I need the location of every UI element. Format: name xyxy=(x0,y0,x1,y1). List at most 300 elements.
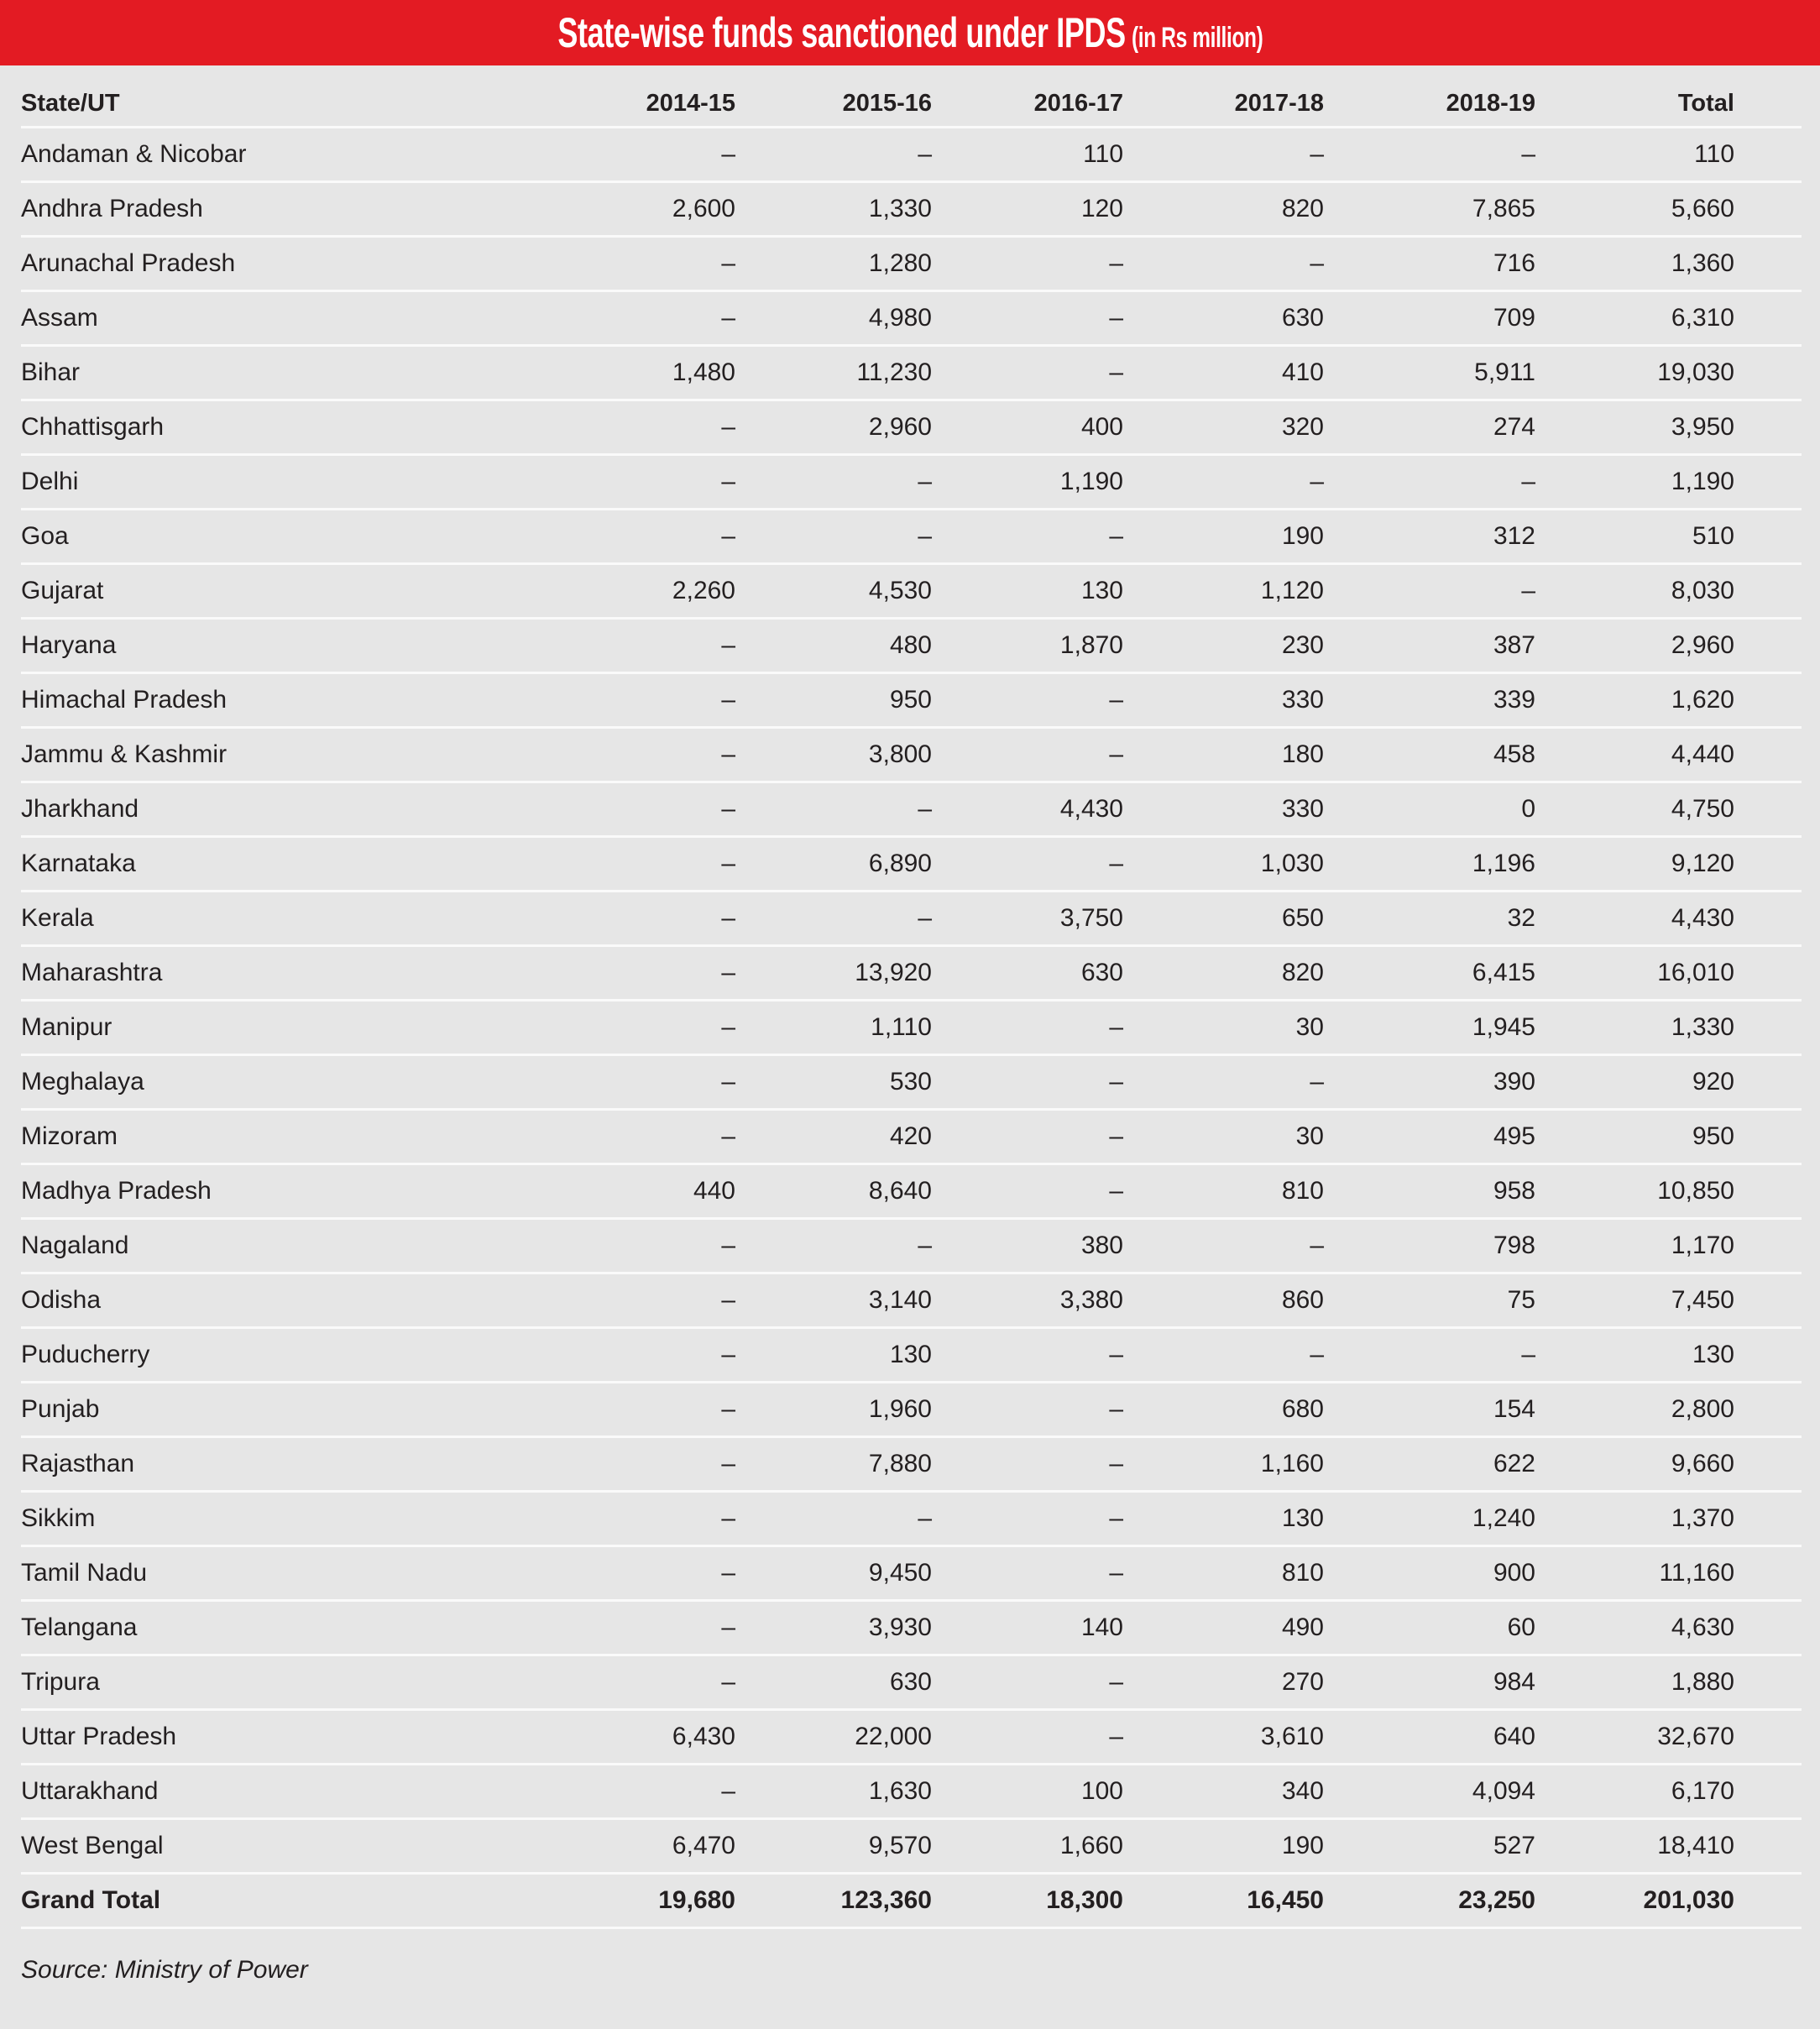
value-cell: 640 xyxy=(1324,1710,1535,1765)
value-cell: – xyxy=(1324,564,1535,619)
spacer xyxy=(1734,1001,1802,1055)
spacer xyxy=(1734,1710,1802,1765)
value-cell: 16,010 xyxy=(1535,946,1734,1001)
table-row xyxy=(21,1601,1802,1655)
value-cell: 622 xyxy=(1324,1437,1535,1492)
spacer xyxy=(1734,400,1802,455)
state-name-cell: Uttarakhand xyxy=(21,1765,588,1819)
state-name-cell: Uttar Pradesh xyxy=(21,1710,588,1765)
title-text: State-wise funds sanctioned under IPDS xyxy=(557,9,1126,56)
value-cell: 1,370 xyxy=(1535,1492,1734,1546)
state-name-cell: Punjab xyxy=(21,1383,588,1437)
value-cell: 9,570 xyxy=(735,1819,932,1874)
value-cell: 120 xyxy=(932,182,1123,237)
state-name-cell: Puducherry xyxy=(21,1328,588,1383)
value-cell: 6,310 xyxy=(1535,291,1734,346)
state-name-cell: Nagaland xyxy=(21,1219,588,1273)
value-cell: 4,630 xyxy=(1535,1601,1734,1655)
value-cell: 1,330 xyxy=(1535,1001,1734,1055)
table-row xyxy=(21,1437,1802,1492)
value-cell: – xyxy=(932,1710,1123,1765)
value-cell: 860 xyxy=(1123,1273,1324,1328)
value-cell: – xyxy=(588,237,735,291)
value-cell: – xyxy=(932,237,1123,291)
spacer xyxy=(1734,1601,1802,1655)
spacer xyxy=(1734,892,1802,946)
value-cell: 270 xyxy=(1123,1655,1324,1710)
value-cell: – xyxy=(588,400,735,455)
value-cell: – xyxy=(588,510,735,564)
value-cell: 7,450 xyxy=(1535,1273,1734,1328)
value-cell: 75 xyxy=(1324,1273,1535,1328)
value-cell: – xyxy=(735,510,932,564)
value-cell: – xyxy=(588,1110,735,1164)
spacer xyxy=(1734,1492,1802,1546)
value-cell: 3,930 xyxy=(735,1601,932,1655)
table-row xyxy=(21,1383,1802,1437)
table-row xyxy=(21,619,1802,673)
table-row xyxy=(21,892,1802,946)
value-cell: 1,360 xyxy=(1535,237,1734,291)
spacer xyxy=(1734,1273,1802,1328)
value-cell: 1,190 xyxy=(1535,455,1734,510)
value-cell: – xyxy=(588,1219,735,1273)
spacer xyxy=(1734,837,1802,892)
state-name-cell: Mizoram xyxy=(21,1110,588,1164)
page-title xyxy=(557,8,1263,57)
value-cell: – xyxy=(932,1655,1123,1710)
value-cell: – xyxy=(588,291,735,346)
value-cell: 3,140 xyxy=(735,1273,932,1328)
value-cell: 6,470 xyxy=(588,1819,735,1874)
value-cell: 10,850 xyxy=(1535,1164,1734,1219)
spacer xyxy=(1734,455,1802,510)
value-cell: 920 xyxy=(1535,1055,1734,1110)
spacer xyxy=(1734,237,1802,291)
column-header: 2017-18 xyxy=(1123,81,1324,128)
value-cell: – xyxy=(1324,455,1535,510)
value-cell: – xyxy=(932,837,1123,892)
value-cell: 18,300 xyxy=(932,1874,1123,1928)
value-cell: 820 xyxy=(1123,182,1324,237)
table-header-row xyxy=(21,81,1802,128)
table-row xyxy=(21,237,1802,291)
state-name-cell: Andhra Pradesh xyxy=(21,182,588,237)
state-name-cell: West Bengal xyxy=(21,1819,588,1874)
value-cell: 1,240 xyxy=(1324,1492,1535,1546)
state-name-cell: Meghalaya xyxy=(21,1055,588,1110)
value-cell: – xyxy=(932,1110,1123,1164)
value-cell: – xyxy=(1123,1055,1324,1110)
value-cell: 1,190 xyxy=(932,455,1123,510)
table-row xyxy=(21,128,1802,182)
state-name-cell: Haryana xyxy=(21,619,588,673)
value-cell: – xyxy=(588,782,735,837)
value-cell: – xyxy=(735,455,932,510)
value-cell: 1,960 xyxy=(735,1383,932,1437)
spacer xyxy=(1734,1655,1802,1710)
value-cell: 340 xyxy=(1123,1765,1324,1819)
value-cell: 130 xyxy=(932,564,1123,619)
value-cell: – xyxy=(1123,455,1324,510)
value-cell: 810 xyxy=(1123,1164,1324,1219)
value-cell: 480 xyxy=(735,619,932,673)
spacer xyxy=(1734,1437,1802,1492)
value-cell: – xyxy=(735,1219,932,1273)
value-cell: – xyxy=(1123,237,1324,291)
value-cell: – xyxy=(588,1055,735,1110)
spacer xyxy=(1734,1164,1802,1219)
value-cell: – xyxy=(932,510,1123,564)
column-header: 2014-15 xyxy=(588,81,735,128)
column-header: Total xyxy=(1535,81,1734,128)
table-row xyxy=(21,1273,1802,1328)
value-cell: 110 xyxy=(932,128,1123,182)
value-cell: 5,660 xyxy=(1535,182,1734,237)
spacer xyxy=(1734,1219,1802,1273)
value-cell: 420 xyxy=(735,1110,932,1164)
spacer xyxy=(1734,128,1802,182)
value-cell: 380 xyxy=(932,1219,1123,1273)
value-cell: 6,170 xyxy=(1535,1765,1734,1819)
value-cell: 2,960 xyxy=(1535,619,1734,673)
value-cell: 16,450 xyxy=(1123,1874,1324,1928)
value-cell: – xyxy=(735,128,932,182)
value-cell: – xyxy=(588,1001,735,1055)
value-cell: – xyxy=(588,1655,735,1710)
table-row xyxy=(21,728,1802,782)
state-name-cell: Madhya Pradesh xyxy=(21,1164,588,1219)
value-cell: 9,660 xyxy=(1535,1437,1734,1492)
value-cell: 6,430 xyxy=(588,1710,735,1765)
table-row xyxy=(21,946,1802,1001)
state-name-cell: Grand Total xyxy=(21,1874,588,1928)
table-row xyxy=(21,673,1802,728)
value-cell: 6,890 xyxy=(735,837,932,892)
value-cell: – xyxy=(588,1601,735,1655)
value-cell: – xyxy=(588,1492,735,1546)
value-cell: 1,160 xyxy=(1123,1437,1324,1492)
value-cell: – xyxy=(588,1765,735,1819)
value-cell: – xyxy=(588,837,735,892)
value-cell: 4,430 xyxy=(932,782,1123,837)
value-cell: 3,800 xyxy=(735,728,932,782)
value-cell: 154 xyxy=(1324,1383,1535,1437)
value-cell: 4,440 xyxy=(1535,728,1734,782)
value-cell: – xyxy=(588,128,735,182)
value-cell: 400 xyxy=(932,400,1123,455)
value-cell: 100 xyxy=(932,1765,1123,1819)
value-cell: 490 xyxy=(1123,1601,1324,1655)
value-cell: – xyxy=(932,673,1123,728)
state-name-cell: Andaman & Nicobar xyxy=(21,128,588,182)
spacer xyxy=(1734,81,1802,128)
value-cell: 320 xyxy=(1123,400,1324,455)
spacer xyxy=(1734,619,1802,673)
value-cell: 3,750 xyxy=(932,892,1123,946)
value-cell: 4,980 xyxy=(735,291,932,346)
spacer xyxy=(1734,1110,1802,1164)
state-name-cell: Chhattisgarh xyxy=(21,400,588,455)
value-cell: 527 xyxy=(1324,1819,1535,1874)
value-cell: 390 xyxy=(1324,1055,1535,1110)
spacer xyxy=(1734,673,1802,728)
table-row xyxy=(21,1164,1802,1219)
value-cell: – xyxy=(932,1164,1123,1219)
value-cell: 1,620 xyxy=(1535,673,1734,728)
value-cell: 339 xyxy=(1324,673,1535,728)
value-cell: 4,530 xyxy=(735,564,932,619)
spacer xyxy=(1734,1765,1802,1819)
table-row xyxy=(21,455,1802,510)
state-name-cell: Bihar xyxy=(21,346,588,400)
state-name-cell: Odisha xyxy=(21,1273,588,1328)
value-cell: 190 xyxy=(1123,1819,1324,1874)
value-cell: 2,800 xyxy=(1535,1383,1734,1437)
value-cell: 22,000 xyxy=(735,1710,932,1765)
state-name-cell: Jammu & Kashmir xyxy=(21,728,588,782)
value-cell: 312 xyxy=(1324,510,1535,564)
value-cell: 1,330 xyxy=(735,182,932,237)
value-cell: 7,865 xyxy=(1324,182,1535,237)
value-cell: 716 xyxy=(1324,237,1535,291)
value-cell: – xyxy=(735,1492,932,1546)
value-cell: 1,480 xyxy=(588,346,735,400)
value-cell: – xyxy=(588,1328,735,1383)
value-cell: 1,280 xyxy=(735,237,932,291)
value-cell: 6,415 xyxy=(1324,946,1535,1001)
value-cell: 19,030 xyxy=(1535,346,1734,400)
value-cell: 1,945 xyxy=(1324,1001,1535,1055)
state-name-cell: Maharashtra xyxy=(21,946,588,1001)
table-row xyxy=(21,1110,1802,1164)
spacer xyxy=(1734,1546,1802,1601)
spacer xyxy=(1734,1819,1802,1874)
value-cell: 458 xyxy=(1324,728,1535,782)
value-cell: 495 xyxy=(1324,1110,1535,1164)
value-cell: 2,600 xyxy=(588,182,735,237)
value-cell: 1,110 xyxy=(735,1001,932,1055)
value-cell: 13,920 xyxy=(735,946,932,1001)
value-cell: – xyxy=(735,892,932,946)
value-cell: – xyxy=(588,1546,735,1601)
value-cell: 130 xyxy=(1123,1492,1324,1546)
value-cell: 123,360 xyxy=(735,1874,932,1928)
value-cell: – xyxy=(932,346,1123,400)
value-cell: 1,870 xyxy=(932,619,1123,673)
value-cell: – xyxy=(588,728,735,782)
value-cell: – xyxy=(588,455,735,510)
spacer xyxy=(1734,728,1802,782)
value-cell: – xyxy=(932,291,1123,346)
spacer xyxy=(1734,1055,1802,1110)
value-cell: – xyxy=(932,1383,1123,1437)
value-cell: 650 xyxy=(1123,892,1324,946)
value-cell: 11,160 xyxy=(1535,1546,1734,1601)
value-cell: 9,120 xyxy=(1535,837,1734,892)
value-cell: 1,030 xyxy=(1123,837,1324,892)
value-cell: – xyxy=(1123,1219,1324,1273)
value-cell: 30 xyxy=(1123,1110,1324,1164)
value-cell: – xyxy=(588,619,735,673)
column-header: 2018-19 xyxy=(1324,81,1535,128)
table-row xyxy=(21,346,1802,400)
table-row xyxy=(21,1492,1802,1546)
value-cell: 820 xyxy=(1123,946,1324,1001)
table-row xyxy=(21,400,1802,455)
value-cell: 3,610 xyxy=(1123,1710,1324,1765)
table-row xyxy=(21,1055,1802,1110)
value-cell: 1,120 xyxy=(1123,564,1324,619)
value-cell: – xyxy=(588,1383,735,1437)
state-name-cell: Gujarat xyxy=(21,564,588,619)
state-name-cell: Himachal Pradesh xyxy=(21,673,588,728)
value-cell: 958 xyxy=(1324,1164,1535,1219)
value-cell: – xyxy=(1123,1328,1324,1383)
value-cell: – xyxy=(1324,1328,1535,1383)
value-cell: 984 xyxy=(1324,1655,1535,1710)
value-cell: 32,670 xyxy=(1535,1710,1734,1765)
value-cell: 3,950 xyxy=(1535,400,1734,455)
title-bar xyxy=(0,0,1820,65)
funds-table xyxy=(21,81,1802,1929)
value-cell: 630 xyxy=(735,1655,932,1710)
table-row xyxy=(21,1546,1802,1601)
value-cell: 950 xyxy=(735,673,932,728)
spacer xyxy=(1734,182,1802,237)
value-cell: – xyxy=(588,1273,735,1328)
value-cell: 30 xyxy=(1123,1001,1324,1055)
value-cell: 330 xyxy=(1123,673,1324,728)
value-cell: 130 xyxy=(735,1328,932,1383)
value-cell: 630 xyxy=(1123,291,1324,346)
value-cell: 8,030 xyxy=(1535,564,1734,619)
value-cell: 3,380 xyxy=(932,1273,1123,1328)
value-cell: 330 xyxy=(1123,782,1324,837)
value-cell: – xyxy=(932,1546,1123,1601)
table-row xyxy=(21,510,1802,564)
value-cell: 1,170 xyxy=(1535,1219,1734,1273)
value-cell: 950 xyxy=(1535,1110,1734,1164)
value-cell: 2,260 xyxy=(588,564,735,619)
value-cell: 387 xyxy=(1324,619,1535,673)
value-cell: 8,640 xyxy=(735,1164,932,1219)
state-name-cell: Tamil Nadu xyxy=(21,1546,588,1601)
column-header: 2016-17 xyxy=(932,81,1123,128)
value-cell: 510 xyxy=(1535,510,1734,564)
value-cell: 110 xyxy=(1535,128,1734,182)
spacer xyxy=(1734,510,1802,564)
state-name-cell: Assam xyxy=(21,291,588,346)
value-cell: – xyxy=(735,782,932,837)
spacer xyxy=(1734,1874,1802,1928)
value-cell: – xyxy=(932,1055,1123,1110)
title-unit: (in Rs million) xyxy=(1131,22,1263,54)
column-header: 2015-16 xyxy=(735,81,932,128)
state-name-cell: Arunachal Pradesh xyxy=(21,237,588,291)
value-cell: – xyxy=(588,946,735,1001)
table-row xyxy=(21,182,1802,237)
state-name-cell: Telangana xyxy=(21,1601,588,1655)
state-name-cell: Karnataka xyxy=(21,837,588,892)
state-name-cell: Sikkim xyxy=(21,1492,588,1546)
table-row xyxy=(21,1001,1802,1055)
table-row xyxy=(21,837,1802,892)
table-row xyxy=(21,1328,1802,1383)
value-cell: – xyxy=(1324,128,1535,182)
value-cell: 1,880 xyxy=(1535,1655,1734,1710)
value-cell: 274 xyxy=(1324,400,1535,455)
value-cell: 530 xyxy=(735,1055,932,1110)
value-cell: 60 xyxy=(1324,1601,1535,1655)
value-cell: – xyxy=(932,1328,1123,1383)
state-name-cell: Delhi xyxy=(21,455,588,510)
column-header: State/UT xyxy=(21,81,588,128)
value-cell: 0 xyxy=(1324,782,1535,837)
value-cell: 680 xyxy=(1123,1383,1324,1437)
grand-total-row xyxy=(21,1874,1802,1928)
table-row xyxy=(21,564,1802,619)
value-cell: 201,030 xyxy=(1535,1874,1734,1928)
value-cell: 19,680 xyxy=(588,1874,735,1928)
value-cell: – xyxy=(932,1492,1123,1546)
table-row xyxy=(21,1819,1802,1874)
value-cell: 410 xyxy=(1123,346,1324,400)
value-cell: 5,911 xyxy=(1324,346,1535,400)
state-name-cell: Goa xyxy=(21,510,588,564)
value-cell: – xyxy=(932,1437,1123,1492)
spacer xyxy=(1734,346,1802,400)
value-cell: 32 xyxy=(1324,892,1535,946)
state-name-cell: Tripura xyxy=(21,1655,588,1710)
value-cell: 2,960 xyxy=(735,400,932,455)
value-cell: 1,630 xyxy=(735,1765,932,1819)
value-cell: 4,430 xyxy=(1535,892,1734,946)
value-cell: – xyxy=(588,1437,735,1492)
value-cell: 4,750 xyxy=(1535,782,1734,837)
value-cell: 798 xyxy=(1324,1219,1535,1273)
table-row xyxy=(21,1765,1802,1819)
table-row xyxy=(21,291,1802,346)
value-cell: 180 xyxy=(1123,728,1324,782)
spacer xyxy=(1734,782,1802,837)
state-name-cell: Rajasthan xyxy=(21,1437,588,1492)
value-cell: – xyxy=(932,1001,1123,1055)
value-cell: 23,250 xyxy=(1324,1874,1535,1928)
value-cell: 18,410 xyxy=(1535,1819,1734,1874)
table-row xyxy=(21,1710,1802,1765)
table-row xyxy=(21,1219,1802,1273)
value-cell: 140 xyxy=(932,1601,1123,1655)
value-cell: 7,880 xyxy=(735,1437,932,1492)
value-cell: – xyxy=(932,728,1123,782)
state-name-cell: Kerala xyxy=(21,892,588,946)
value-cell: 190 xyxy=(1123,510,1324,564)
spacer xyxy=(1734,564,1802,619)
value-cell: 9,450 xyxy=(735,1546,932,1601)
value-cell: 1,660 xyxy=(932,1819,1123,1874)
value-cell: – xyxy=(1123,128,1324,182)
table-row xyxy=(21,782,1802,837)
table-row xyxy=(21,1655,1802,1710)
spacer xyxy=(1734,1383,1802,1437)
value-cell: 1,196 xyxy=(1324,837,1535,892)
value-cell: – xyxy=(588,892,735,946)
value-cell: 440 xyxy=(588,1164,735,1219)
value-cell: 900 xyxy=(1324,1546,1535,1601)
value-cell: 4,094 xyxy=(1324,1765,1535,1819)
source-note: Source: Ministry of Power xyxy=(21,1956,308,1984)
